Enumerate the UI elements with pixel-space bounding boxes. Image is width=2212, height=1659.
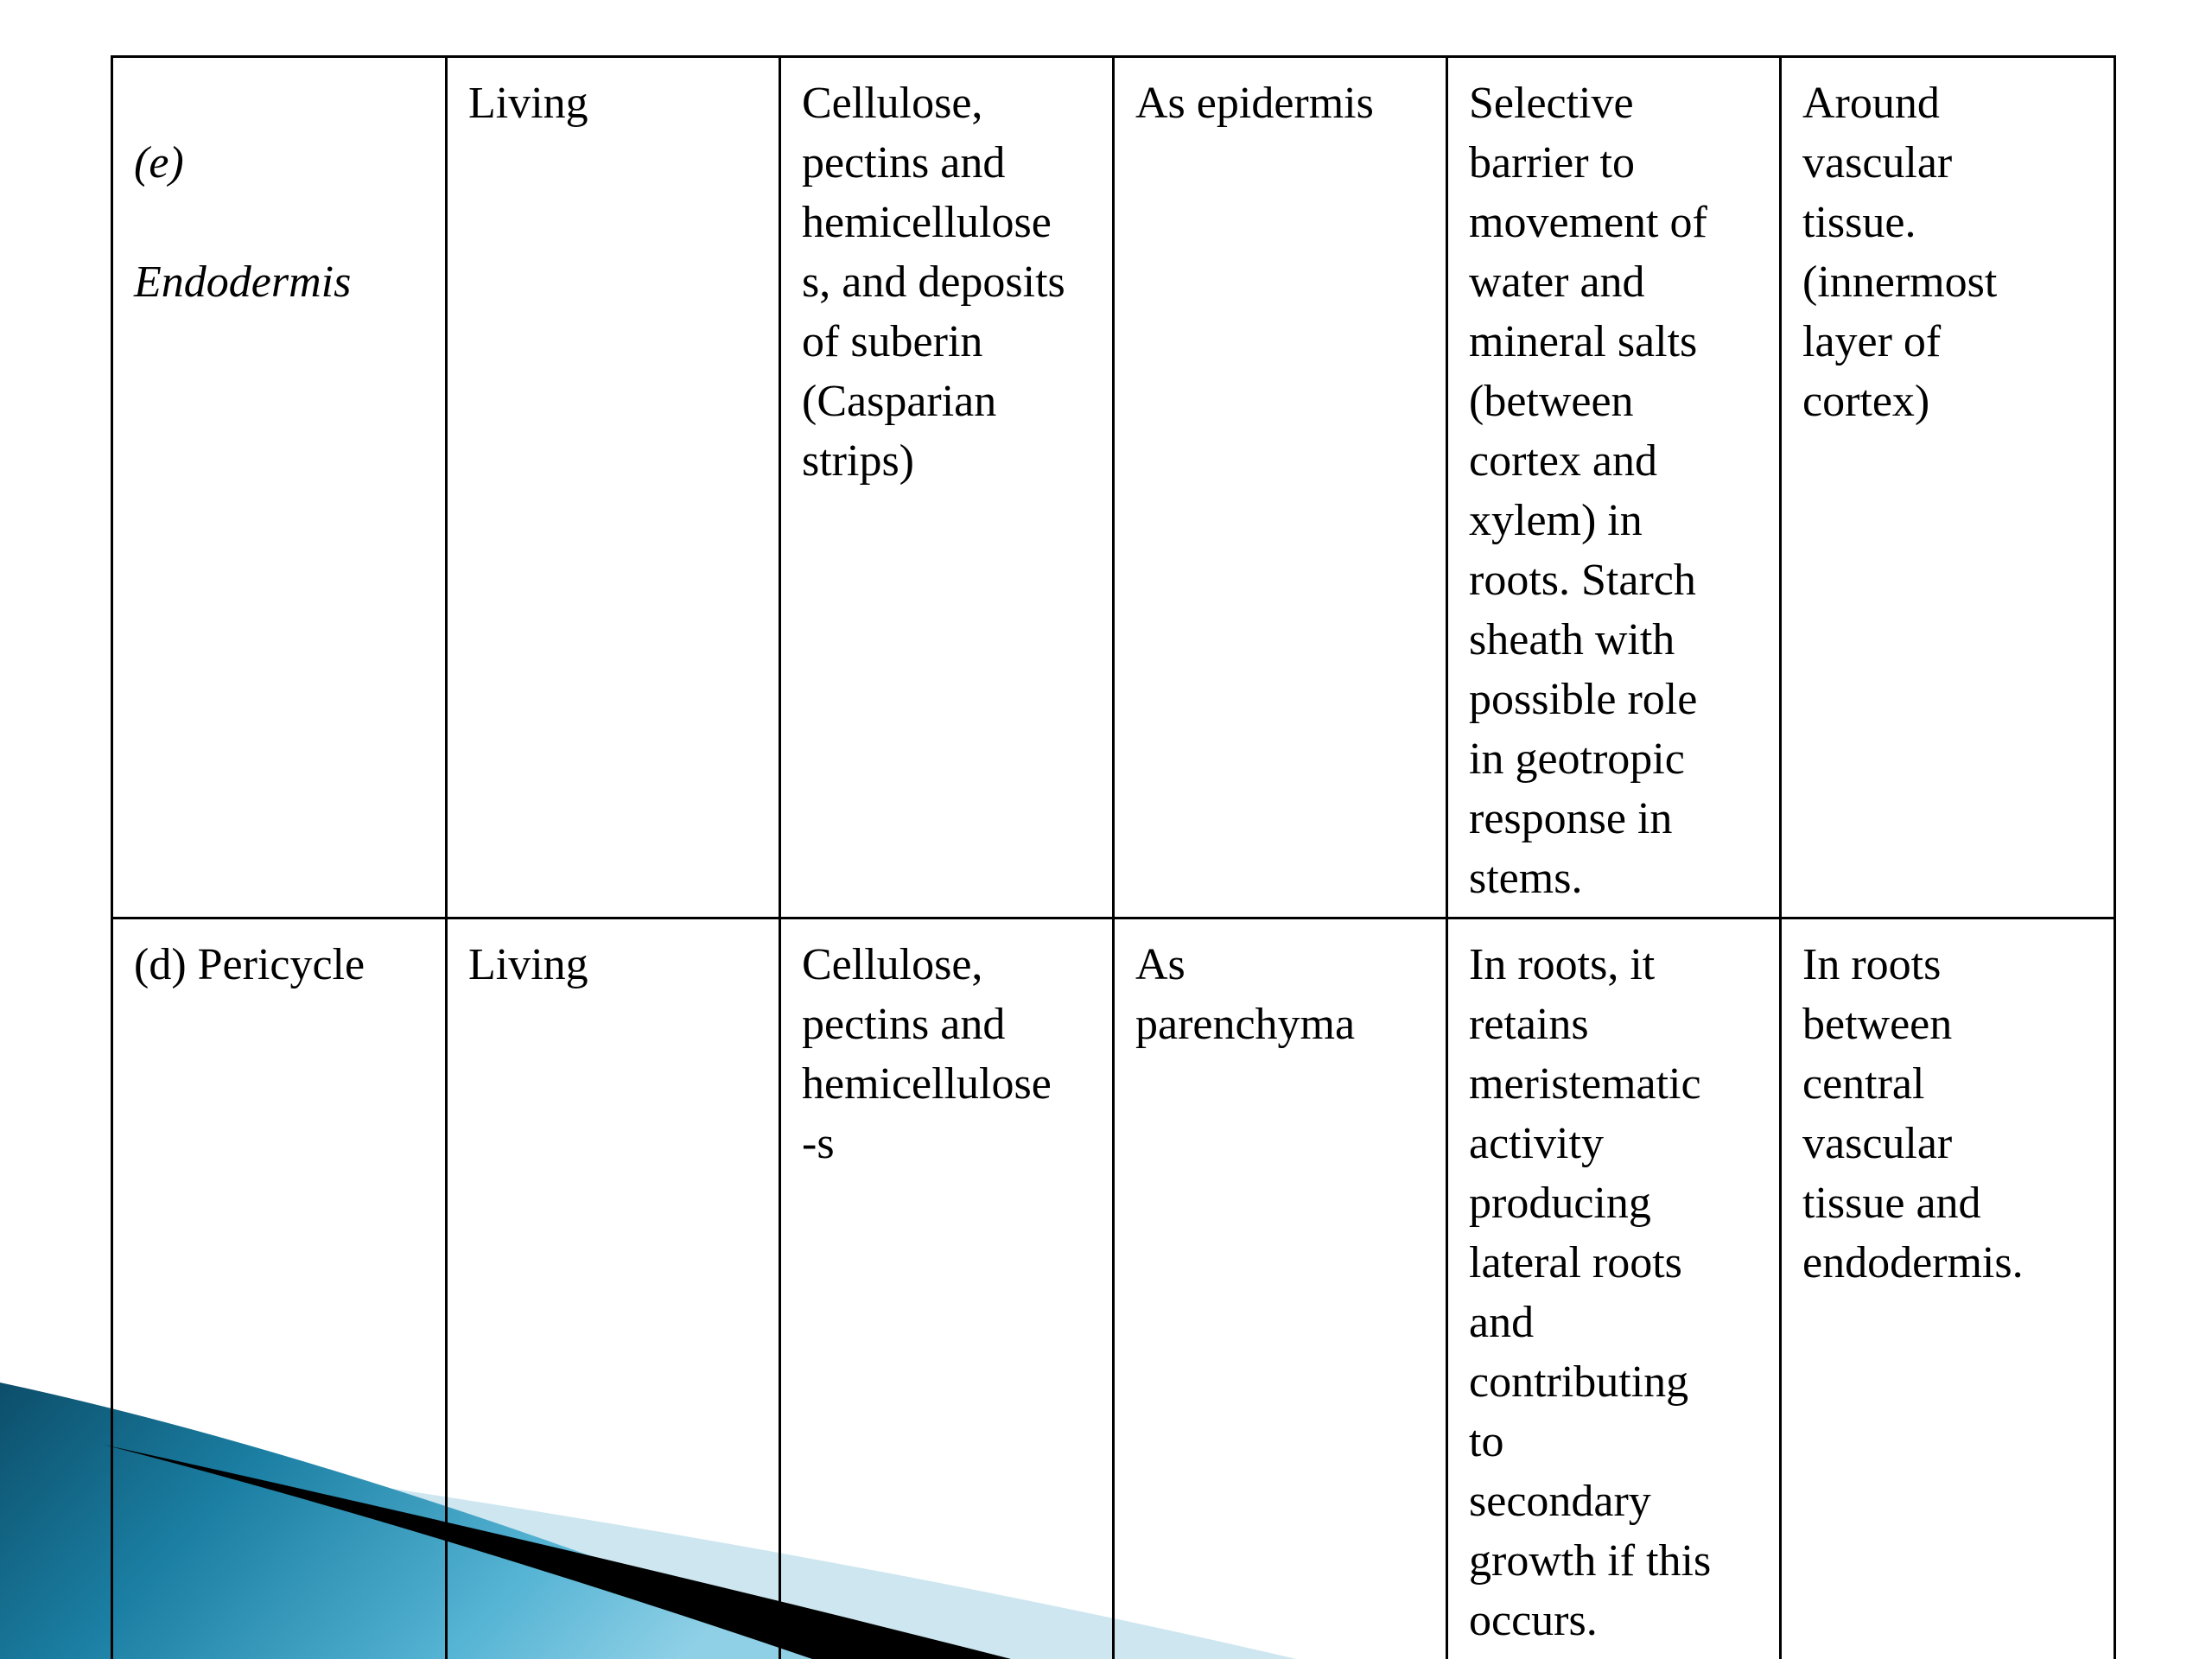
- location-cell: In roots between central vascular tissue and endodermis.: [1781, 918, 2115, 1659]
- tissue-name: Endodermis: [134, 257, 352, 307]
- plant-tissue-table: [111, 55, 2116, 1659]
- state-cell: Living: [447, 918, 780, 1659]
- function-cell: Selective barrier to movement of water and mineral salts (between cortex and xylem) in roots. Starch sheath with possible role in geotropic response in stems.: [1447, 57, 1781, 918]
- tissue-label: (e): [134, 138, 184, 188]
- wall-cell: Cellulose, pectins and hemicellulose -s: [780, 918, 1114, 1659]
- tissue-cell: (d) Pericycle: [112, 918, 447, 1659]
- cell-shape-cell: As parenchyma: [1114, 918, 1447, 1659]
- state-cell: Living: [447, 57, 780, 918]
- table-row: [112, 57, 2115, 918]
- cell-shape-cell: As epidermis: [1114, 57, 1447, 918]
- table-row: [112, 918, 2115, 1659]
- location-cell: Around vascular tissue. (innermost layer of cortex): [1781, 57, 2115, 918]
- wall-cell: Cellulose, pectins and hemicellulose s, and deposits of suberin (Casparian strips): [780, 57, 1114, 918]
- tissue-cell: [112, 57, 447, 918]
- function-cell: In roots, it retains meristematic activity producing lateral roots and contributing to secondary growth if this occurs.: [1447, 918, 1781, 1659]
